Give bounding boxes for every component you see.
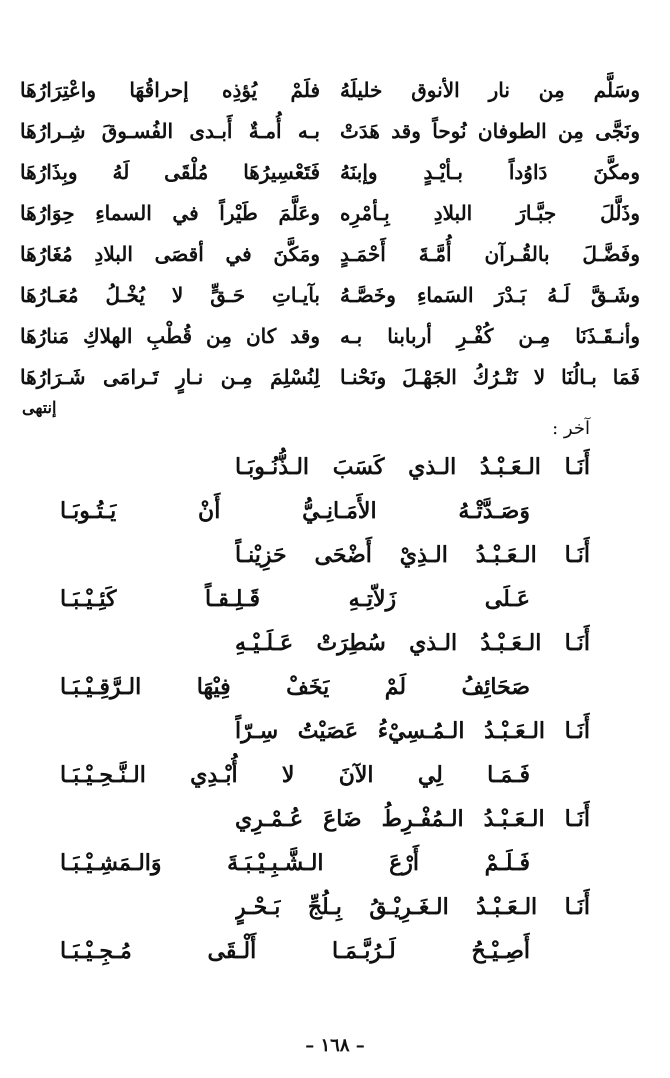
poem2-line-10: فَـلَـمْ أَرْعَ الـشَّـبِـيْـبَـةَ وَالـمَشِـيْـبَـا xyxy=(60,850,530,876)
poem1-left-column xyxy=(20,70,320,398)
poem2-line-5: أَنَـا الـعَـبْـدُ الـذي سُطِرَتْ عَـلَـيْـهِ xyxy=(235,630,590,656)
poem1-line-4-left: وعَلَّمَ طَيْراً في السماءِ حِوَارُهَا xyxy=(20,201,320,225)
poem2-line-8: فَـمَـا لِي الآنَ لا أُبْـدِي الـنَّـحِـيْـبَـا xyxy=(60,762,530,788)
poem1-line-6-right: وشَـقَّ لَـهُ بَـدْرَ السَماءِ وخَصَّـهُ xyxy=(340,283,640,307)
poem2-line-12: أَصِـيْـحُ لَـرُبَّـمَـا أَلْـقَى مُـجِـيْـبَـا xyxy=(60,938,530,964)
poem1-line-7-right: وأنـقَـذَنَا مِـن كُفْـرِ أربابنا بـه xyxy=(340,324,640,348)
poem2-line-1: أَنَـا الـعَـبْـدُ الـذي كَسَبَ الـذُّنُـوبَـا xyxy=(235,454,590,480)
poem1-line-2-left: بـه أُمـةٌ أَبـدى الفُسـوقَ شِـرارُهَا xyxy=(20,119,320,143)
poem2-line-7: أَنَـا الـعَـبْـدُ الـمُـسِيْءُ عَصَيْتُ سِـرّاً xyxy=(235,718,590,744)
poem2-line-9: أَنَـا الـعَـبْـدُ الـمُفْـرِطُ ضَاعَ عُـمْـرِي xyxy=(235,806,590,832)
poem2-line-2: وَصَـدَّتْـهُ الأَمَـانِـيُّ أَنْ يَـتُـوبَـا xyxy=(60,498,530,524)
section-label: آخر : xyxy=(552,418,590,439)
poem2-line-4: عَـلَى زَلاّتِـهِ قَـلِـقـاً كَئِـيْـبَـا xyxy=(60,586,530,612)
poem2-line-11: أَنَـا الـعَـبْـدُ الـغَـرِيْـقُ بِـلُجِّ بَـحْـرٍ xyxy=(235,894,590,920)
poem1-line-2-right: ونَجَّى مِن الطوفان نُوحاً وقد هَدَتْ xyxy=(340,119,640,143)
poem1-line-4-right: وذَلَّلَ جبَّـارَ البلادِ بِـأمْرِه xyxy=(340,201,640,225)
poem1-line-5-left: ومَكَّنَ في أقصَى البلادِ مُغَارُهَا xyxy=(20,242,320,266)
poem1-line-8-left: لِنُسْلِمَ مِـن نـارٍ تَـرامَى شَـرَارُهَا xyxy=(20,365,320,389)
poem1-line-3-left: فَتَعْسِيرُهَا مُلْقَى لَهُ وبِذَارُهَا xyxy=(20,160,320,184)
poem1-line-6-left: بآيـاتِ حَـقٍّ لا يُخْـلُ مُعَـارُهَا xyxy=(20,283,320,307)
poem1-line-5-right: وفَضَّـلَ بالقُـرآن أُمَّـةَ أَحْمَـدٍ xyxy=(340,242,640,266)
page-number: – ١٦٨ – xyxy=(305,1035,365,1056)
poem1-end-note: إنتهى xyxy=(22,398,57,417)
poem1-line-3-right: ومكَّنَ دَاوُداً بـأيْـدٍ وإبنَهُ xyxy=(340,160,640,184)
poem1-line-8-right: فَمَا بـالُنَا لا نَتْـرُكُ الجَهْـلَ ونَحْنـا xyxy=(340,365,640,389)
poem1-line-7-left: وقد كان مِن قُطْبِ الهلاكِ مَنارُهَا xyxy=(20,324,320,348)
poem1-right-column xyxy=(340,70,640,398)
poem2-line-3: أَنَـا الـعَـبْـدُ الـذِيْ أَضْحَى حَزِيْنـاً xyxy=(235,542,590,568)
poem1-line-1-left: فلَمْ يُؤذِه إحراقُهَا واعْتِرَارُهَا xyxy=(20,78,320,102)
poem1-line-1-right: وسَلَّم مِن نار الأنوق خليلَهُ xyxy=(340,78,640,102)
poem2-line-6: صَحَائِفُ لَمْ يَخَفْ فِيْهَا الـرَّقِـيْـبَـا xyxy=(60,674,530,700)
